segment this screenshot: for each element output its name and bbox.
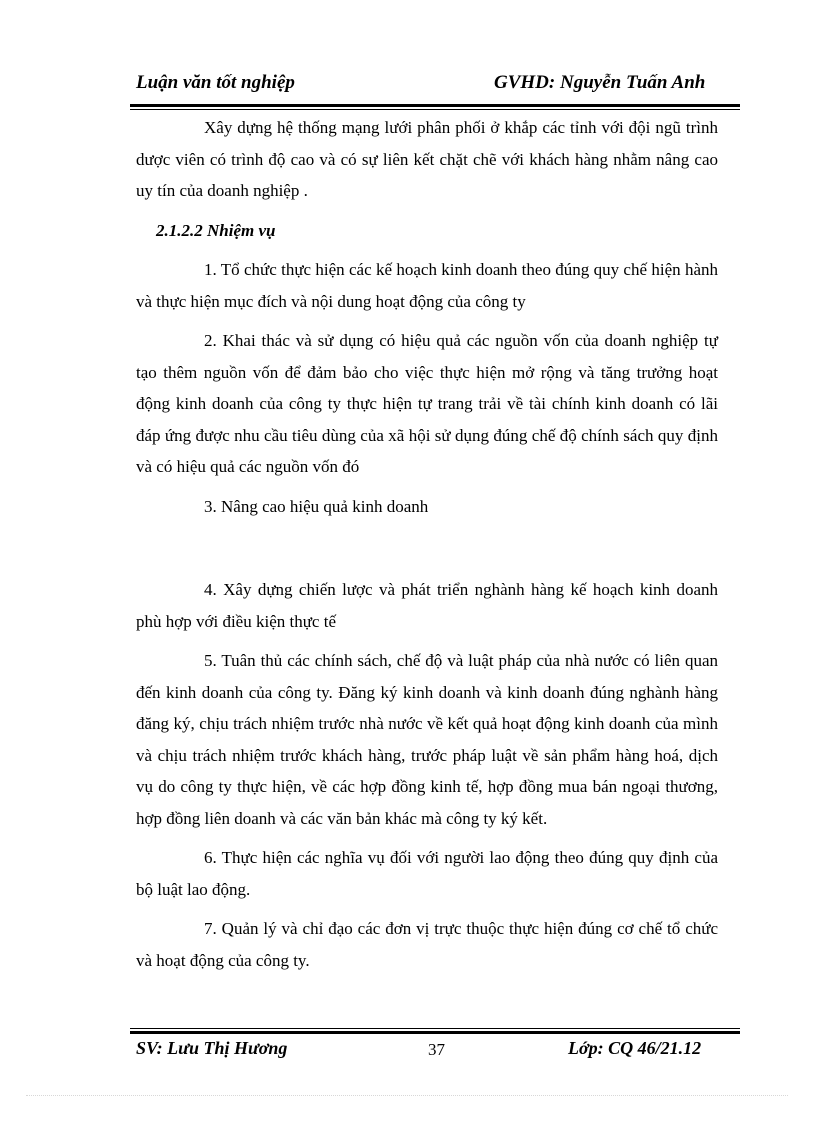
duty-item-3: 3. Nâng cao hiệu quả kinh doanh [204, 496, 429, 516]
footer-rule-thick [130, 1031, 740, 1034]
duty-item-5: 5. Tuân thủ các chính sách, chế độ và luật pháp của nhà nước có liên quan đến kinh doanh của công ty. Đăng ký kinh doanh và kinh doanh đúng nghành hàng đăng ký, chịu trách nhiệm trước nhà nước về kết quả hoạt động kinh doanh của mình và chịu trách nhiệm trước khách hàng, trước pháp luật về sản phẩm hàng hoá, dịch vụ do công ty thực hiện, về các hợp đồng kinh tế, hợp đồng mua bán ngoại thương, hợp đồng liên doanh và các văn bản khác mà công ty ký kết. [136, 651, 718, 828]
page-body [136, 112, 718, 976]
header-rule-thin [130, 109, 740, 110]
page-header [136, 72, 720, 102]
section-heading: 2.1.2.2 Nhiệm vụ [156, 220, 276, 240]
duty-item-2: 2. Khai thác và sử dụng có hiệu quả các nguồn vốn của doanh nghiệp tự tạo thêm nguồn vốn để đảm bảo cho việc thực hiện mở rộng và tăng trưởng hoạt động kinh doanh của công ty thực hiện tự trang trải về tài chính kinh doanh có lãi đáp ứng được nhu cầu tiêu dùng của xã hội sử dụng đúng chế độ chính sách quy định và có hiệu quả các nguồn vốn đó [136, 331, 718, 476]
duty-item-7: 7. Quản lý và chỉ đạo các đơn vị trực thuộc thực hiện đúng cơ chế tổ chức và hoạt động của công ty. [136, 919, 718, 970]
duty-item-6: 6. Thực hiện các nghĩa vụ đối với người lao động theo đúng quy định của bộ luật lao động. [136, 848, 718, 899]
footer-student-name: SV: Lưu Thị Hương [136, 1038, 288, 1058]
footer-class: Lớp: CQ 46/21.12 [568, 1038, 702, 1058]
header-thesis-title: Luận văn tốt nghiệp [136, 72, 295, 93]
duty-item-1: 1. Tổ chức thực hiện các kế hoạch kinh doanh theo đúng quy chế hiện hành và thực hiện mục đích và nội dung hoạt động của công ty [136, 260, 718, 311]
duty-item-4: 4. Xây dựng chiến lược và phát triển nghành hàng kế hoạch kinh doanh phù hợp với điều kiện thực tế [136, 580, 718, 631]
footer-rule-thin [130, 1028, 740, 1029]
intro-paragraph: Xây dựng hệ thống mạng lưới phân phối ở khắp các tỉnh với đội ngũ trình dược viên có trình độ cao và có sự liên kết chặt chẽ với khách hàng nhằm nâng cao uy tín của doanh nghiệp . [136, 118, 718, 200]
page-number: 37 [428, 1040, 445, 1059]
page-bottom-divider [26, 1095, 788, 1096]
page-footer [136, 1038, 720, 1066]
header-supervisor: GVHD: Nguyễn Tuấn Anh [494, 72, 706, 93]
header-rule-thick [130, 104, 740, 107]
